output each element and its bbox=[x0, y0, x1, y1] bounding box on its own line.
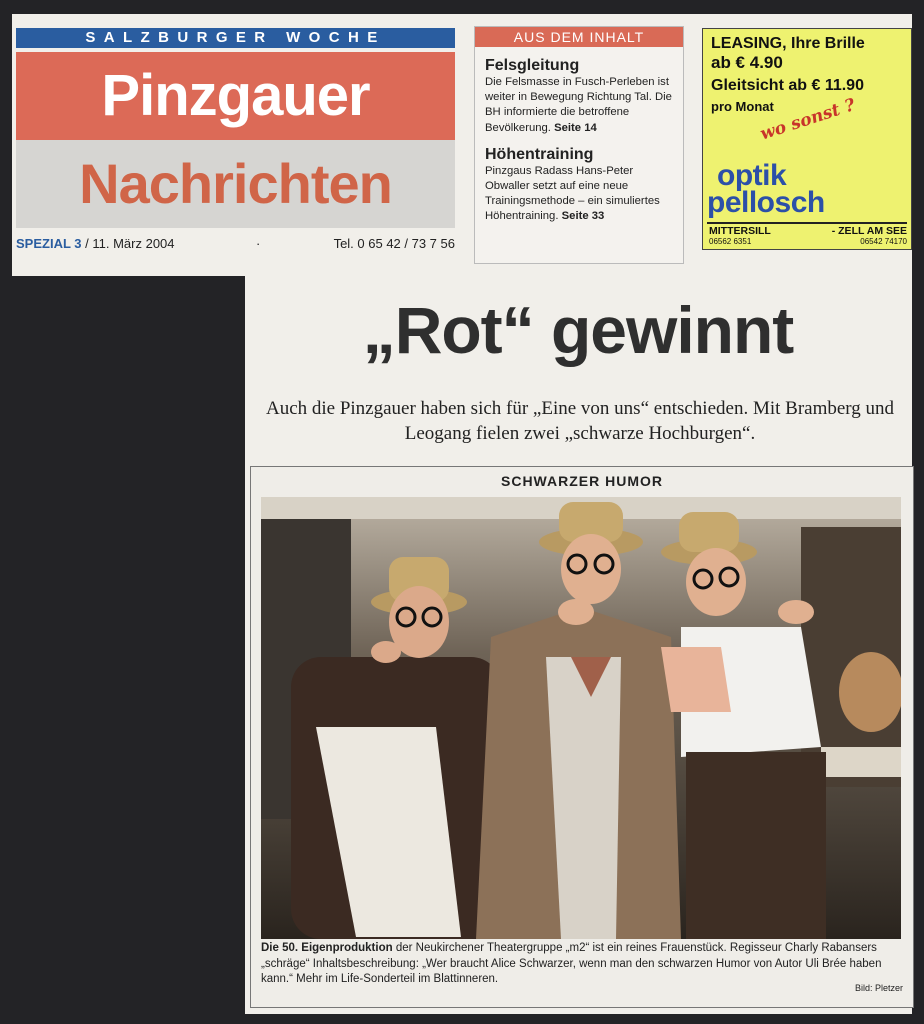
contents-box bbox=[474, 26, 684, 264]
contents-header: AUS DEM INHALT bbox=[475, 27, 683, 47]
contents-item-page: Seite 33 bbox=[561, 210, 605, 223]
photo-feature-box bbox=[250, 466, 914, 1008]
caption-text: der Neukirchener Theatergruppe „m2“ ist ein reines Frauenstück. Regisseur Charly Rabansers „schräge“ Inhaltsbeschreibung: „Wer braucht Alice Schwarzer, wenn man den schwarzen Humor von Autor Uli Brée haben kann.“ Mehr im Life-Sonderteil im Blattinneren. bbox=[261, 942, 882, 985]
ad-price-line: ab € 4.90 bbox=[711, 53, 783, 72]
issue-date: / 11. März 2004 bbox=[85, 236, 175, 251]
separator-dot: · bbox=[256, 236, 261, 251]
issue-line bbox=[16, 236, 455, 254]
ad-phone-right: 06542 74170 bbox=[860, 237, 907, 246]
contents-item-body: Pinzgaus Radass Hans-Peter Obwaller setzt auf eine neue Trainingsmethode – ein simuliertes Höhentraining. bbox=[485, 164, 660, 223]
ad-brand-logo-line2: pellosch bbox=[707, 186, 825, 219]
contents-item-page: Seite 14 bbox=[554, 121, 597, 134]
ad-slogan: wo sonst ? bbox=[757, 95, 858, 145]
contents-item-body: Die Felsmasse in Fusch-Perleben ist weiter in Bewegung Richtung Tal. Die BH informierte die betroffene Bevölkerung. bbox=[485, 76, 672, 134]
article-headline: „Rot“ gewinnt bbox=[362, 293, 794, 367]
contents-item-title: Felsgleitung bbox=[485, 57, 580, 74]
caption-lead: Die 50. Eigenproduktion bbox=[261, 942, 393, 954]
ad-location-right: - ZELL AM SEE bbox=[831, 225, 907, 237]
masthead-title-line1: Pinzgauer bbox=[16, 52, 455, 140]
contents-item-text bbox=[485, 75, 673, 136]
theatre-photo bbox=[261, 497, 901, 939]
contents-item bbox=[475, 146, 683, 225]
newspaper-clipping-edge bbox=[12, 270, 245, 276]
contents-item-text bbox=[485, 164, 673, 225]
ad-phone-left: 06562 6351 bbox=[709, 237, 752, 246]
phone-number: Tel. 0 65 42 / 73 7 56 bbox=[333, 236, 455, 251]
ad-location-left: MITTERSILL bbox=[709, 225, 771, 237]
ad-brand-logo-line1: optik bbox=[717, 159, 787, 192]
ad-gleitsicht-line: Gleitsicht ab € 11.90 bbox=[711, 77, 864, 94]
masthead-topline: SALZBURGER WOCHE bbox=[16, 28, 455, 48]
photo-kicker: SCHWARZER HUMOR bbox=[501, 473, 663, 489]
ad-divider bbox=[707, 222, 907, 224]
ad-locations bbox=[709, 225, 907, 237]
ad-phones bbox=[709, 237, 907, 246]
ad-monthly-line: pro Monat bbox=[711, 99, 774, 114]
ad-leasing-line: LEASING, Ihre Brille bbox=[711, 35, 865, 52]
contents-item bbox=[475, 57, 683, 136]
article-subhead: Auch die Pinzgauer haben sich für „Eine von uns“ entschieden. Mit Bramberg und Leogang fielen zwei „schwarze Hochburgen“. bbox=[265, 398, 895, 444]
contents-item-title: Höhentraining bbox=[485, 145, 594, 163]
optician-advertisement bbox=[702, 28, 912, 250]
masthead-title-line2: Nachrichten bbox=[16, 140, 455, 228]
section-label: SPEZIAL 3 bbox=[16, 236, 82, 251]
photo-caption bbox=[261, 941, 901, 988]
photo-credit: Bild: Pletzer bbox=[854, 983, 903, 993]
